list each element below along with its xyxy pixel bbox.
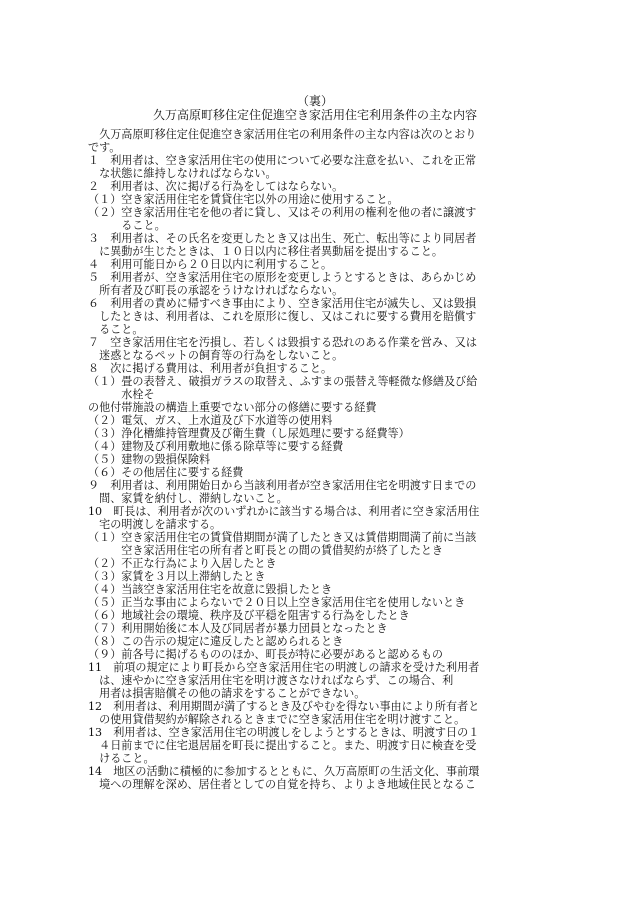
- body-line: 11 前項の規定により町長から空き家活用住宅の明渡しの請求を受けた利用者: [88, 661, 480, 674]
- body-line: （４）建物及び利用敷地に係る除草等に要する経費: [88, 440, 344, 453]
- body-line: 10 町長は、利用者が次のいずれかに該当する場合は、利用者に空き家活用住: [88, 505, 480, 518]
- body-line: 12 利用者は、利用期間が満了するとき及びやむを得ない事由により所有者と: [88, 700, 480, 713]
- body-line: 久万高原町移住定住促進空き家活用住宅の利用条件の主な内容は次のとおり: [88, 128, 477, 141]
- body-line: （３）家賃を３月以上滞納したとき: [88, 570, 266, 583]
- body-line: 境への理解を深め、居住者としての自覚を持ち、よりよき地域住民となるこ: [88, 778, 476, 791]
- body-line: （２）空き家活用住宅を他の者に貸し、又はその利用の権利を他の者に譲渡す: [88, 206, 477, 219]
- body-line: けること。: [88, 752, 155, 765]
- body-line: （１）空き家活用住宅を賃貸住宅以外の用途に使用すること。: [88, 193, 399, 206]
- body-line: 宅の明渡しを請求する。: [88, 518, 222, 531]
- body-line: の使用貸借契約が解除されるときまでに空き家活用住宅を明け渡すこと。: [88, 713, 466, 726]
- body-line: ること。: [88, 219, 166, 232]
- body-line: ２ 利用者は、次に掲げる行為をしてはならない。: [88, 180, 344, 193]
- body-line: に異動が生じたときは、１０日以内に移住者異動届を提出すること。: [88, 245, 444, 258]
- body-line: したときは、利用者は、これを原形に復し、又はこれに要する費用を賠償す: [88, 310, 477, 323]
- page-side-marker: （裏）: [296, 94, 333, 108]
- body-line: １ 利用者は、空き家活用住宅の使用について必要な注意を払い、これを正常: [88, 154, 477, 167]
- body-line: （４）当該空き家活用住宅を故意に毀損したとき: [88, 583, 333, 596]
- body-line: （２）不正な行為により入居したとき: [88, 557, 277, 570]
- body-line: 所有者及び町長の承認をうけなければならない。: [88, 284, 344, 297]
- body-line: （１）空き家活用住宅の賃貸借期間が満了したとき又は賃借期間満了前に当該: [88, 531, 477, 544]
- body-line: の他付帯施設の構造上重要でない部分の修繕に要する経費: [88, 401, 377, 414]
- body-line: （８）この告示の規定に違反したと認められるとき: [88, 635, 344, 648]
- body-line: ６ 利用者の責めに帰すべき事由により、空き家活用住宅が滅失し、又は毀損: [88, 297, 477, 310]
- body-line: （２）電気、ガス、上水道及び下水道等の使用料: [88, 414, 333, 427]
- body-line: ３ 利用者は、その氏名を変更したとき又は出生、死亡、転出等により同居者: [88, 232, 477, 245]
- body-line: ９ 利用者は、利用開始日から当該利用者が空き家活用住宅を明渡す日までの: [88, 479, 477, 492]
- body-line: ４日前までに住宅退居届を町長に提出すること。また、明渡す日に検査を受: [88, 739, 477, 752]
- body-line: （５）建物の毀損保険料: [88, 453, 211, 466]
- body-line: な状態に維持しなければならない。: [88, 167, 277, 180]
- body-line: 間、家賃を納付し、滞納しないこと。: [88, 492, 288, 505]
- body-line: （９）前各号に掲げるもののほか、町長が特に必要があると認めるもの: [88, 648, 444, 661]
- body-line: （７）利用開始後に本人及び同居者が暴力団員となったとき: [88, 622, 388, 635]
- body-line: ４ 利用可能日から２０日以内に利用すること。: [88, 258, 333, 271]
- body-line: 13 利用者は、空き家活用住宅の明渡しをしようとするときは、明渡す日の１: [88, 726, 480, 739]
- body-line: （６）その他居住に要する経費: [88, 466, 244, 479]
- body-line: 14 地区の活動に積極的に参加するとともに、久万高原町の生活文化、事前環: [88, 765, 480, 778]
- body-line: ７ 空き家活用住宅を汚損し、若しくは毀損する恐れのある作業を営み、又は: [88, 336, 477, 349]
- body-line: です。: [88, 141, 121, 154]
- body-line: 用者は損害賠償その他の請求をすることができない。: [88, 687, 366, 700]
- body-line: （６）地域社会の環境、秩序及び平穏を阻害する行為をしたとき: [88, 609, 410, 622]
- body-line: （５）正当な事由によらないで２０日以上空き家活用住宅を使用しないとき: [88, 596, 466, 609]
- body-line: 迷惑となるペットの飼育等の行為をしないこと。: [88, 349, 344, 362]
- body-line: ５ 利用者が、空き家活用住宅の原形を変更しようとするときは、あらかじめ: [88, 271, 477, 284]
- body-line: ８ 次に掲げる費用は、利用者が負担すること。: [88, 362, 333, 375]
- body-line: は、速やかに空き家活用住宅を明け渡さなければならず、この場合、利: [88, 674, 454, 687]
- body-line: 水栓そ: [88, 388, 155, 401]
- body-line: ること。: [88, 323, 144, 336]
- body-line: 空き家活用住宅の所有者と町長との間の賃借契約が終了したとき: [88, 544, 444, 557]
- document-title: 久万高原町移住定住促進空き家活用住宅利用条件の主な内容: [152, 108, 477, 122]
- body-line: （３）浄化槽維持管理費及び衛生費（し尿処理に要する経費等）: [88, 427, 410, 440]
- document-body: [88, 128, 558, 791]
- body-line: （１）畳の表替え、破損ガラスの取替え、ふすまの張替え等軽微な修繕及び給: [88, 375, 478, 388]
